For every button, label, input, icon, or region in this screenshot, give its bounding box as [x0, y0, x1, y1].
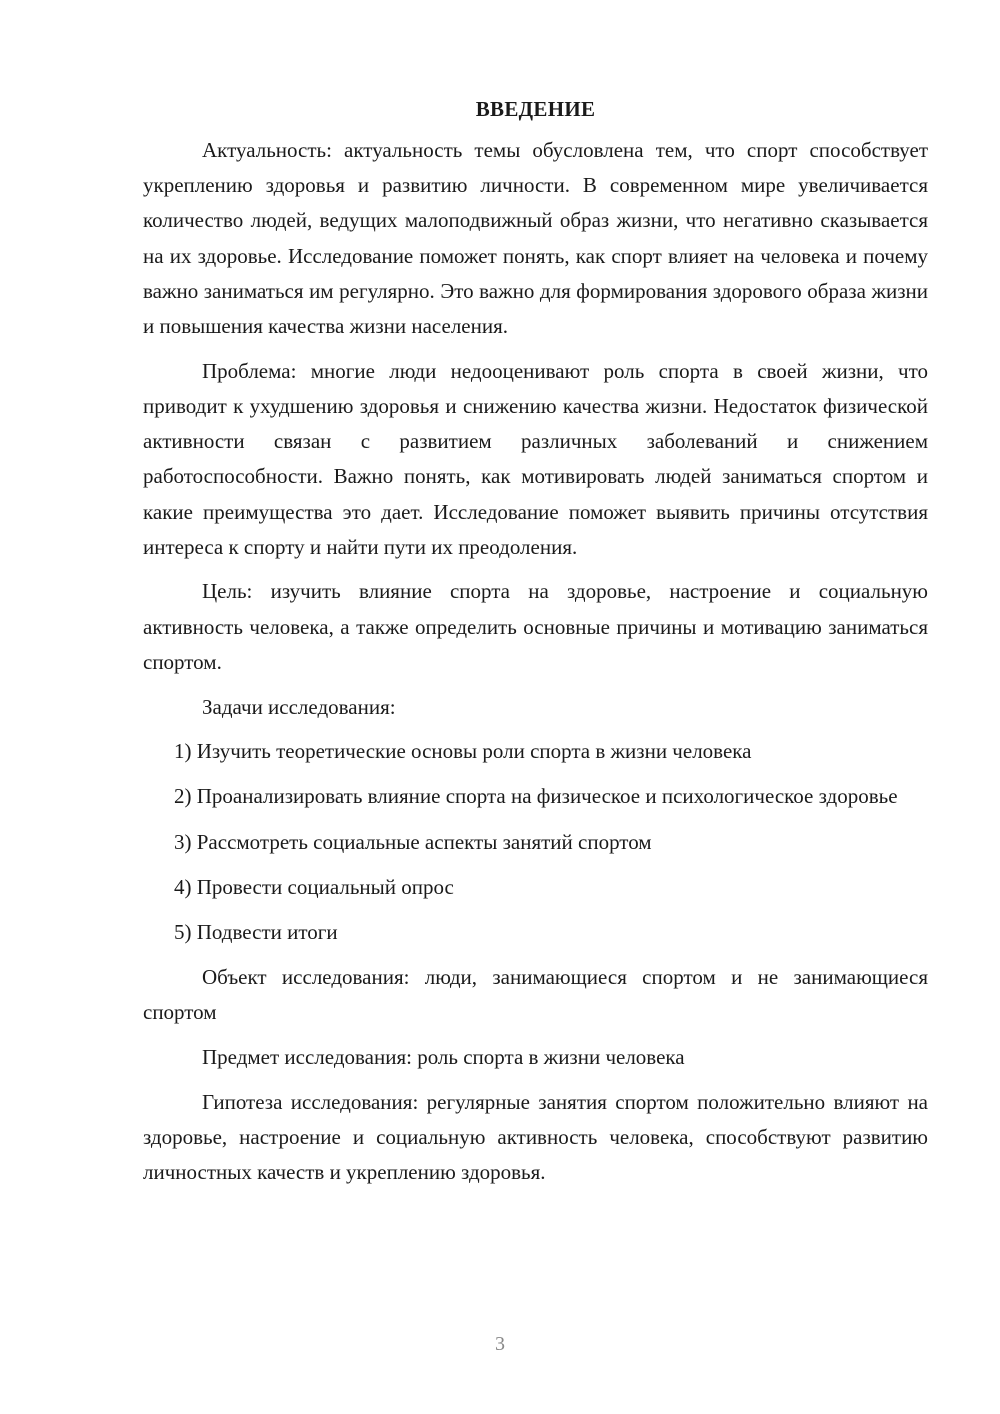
task-item-5: 5) Подвести итоги — [174, 920, 338, 945]
paragraph-relevance: Актуальность: актуальность темы обусловлена тем, что спорт способствует укреплению здоровья и развитию личности. В современном мире увеличивается количество людей, ведущих малоподвижный образ жизни, что негативно сказывается на их здоровье. Исследование поможет понять, как спорт влияет на человека и почему важно заниматься им регулярно. Это важно для формирования здорового образа жизни и повышения качества жизни населения. — [143, 138, 928, 339]
tasks-heading: Задачи исследования: — [202, 694, 396, 719]
task-item-1: 1) Изучить теоретические основы роли спорта в жизни человека — [174, 739, 752, 764]
paragraph-goal: Цель: изучить влияние спорта на здоровье, настроение и социальную активность человека, а также определить основные причины и мотивацию заниматься спортом. — [143, 579, 928, 674]
document-page — [143, 92, 928, 1200]
page-title: ВВЕДЕНИЕ — [475, 97, 596, 121]
task-item-4: 4) Провести социальный опрос — [174, 874, 454, 899]
task-item-3: 3) Рассмотреть социальные аспекты занятий спортом — [174, 829, 652, 854]
paragraph-problem: Проблема: многие люди недооценивают роль спорта в своей жизни, что приводит к ухудшению здоровья и снижению качества жизни. Недостаток физической активности связан с развитием различных заболеваний и снижением работоспособности. Важно понять, как мотивировать людей заниматься спортом и какие преимущества это дает. Исследование поможет выявить причины отсутствия интереса к спорту и найти пути их преодоления. — [143, 358, 928, 559]
paragraph-object: Объект исследования: люди, занимающиеся спортом и не занимающиеся спортом — [143, 965, 928, 1025]
task-item-2: 2) Проанализировать влияние спорта на физическое и психологическое здоровье — [174, 784, 898, 809]
page-number: 3 — [495, 1333, 505, 1355]
paragraph-hypothesis: Гипотеза исследования: регулярные занятия спортом положительно влияют на здоровье, настроение и социальную активность человека, способствуют развитию личностных качеств и укреплению здоровья. — [143, 1089, 928, 1185]
paragraph-subject: Предмет исследования: роль спорта в жизни человека — [202, 1045, 685, 1070]
